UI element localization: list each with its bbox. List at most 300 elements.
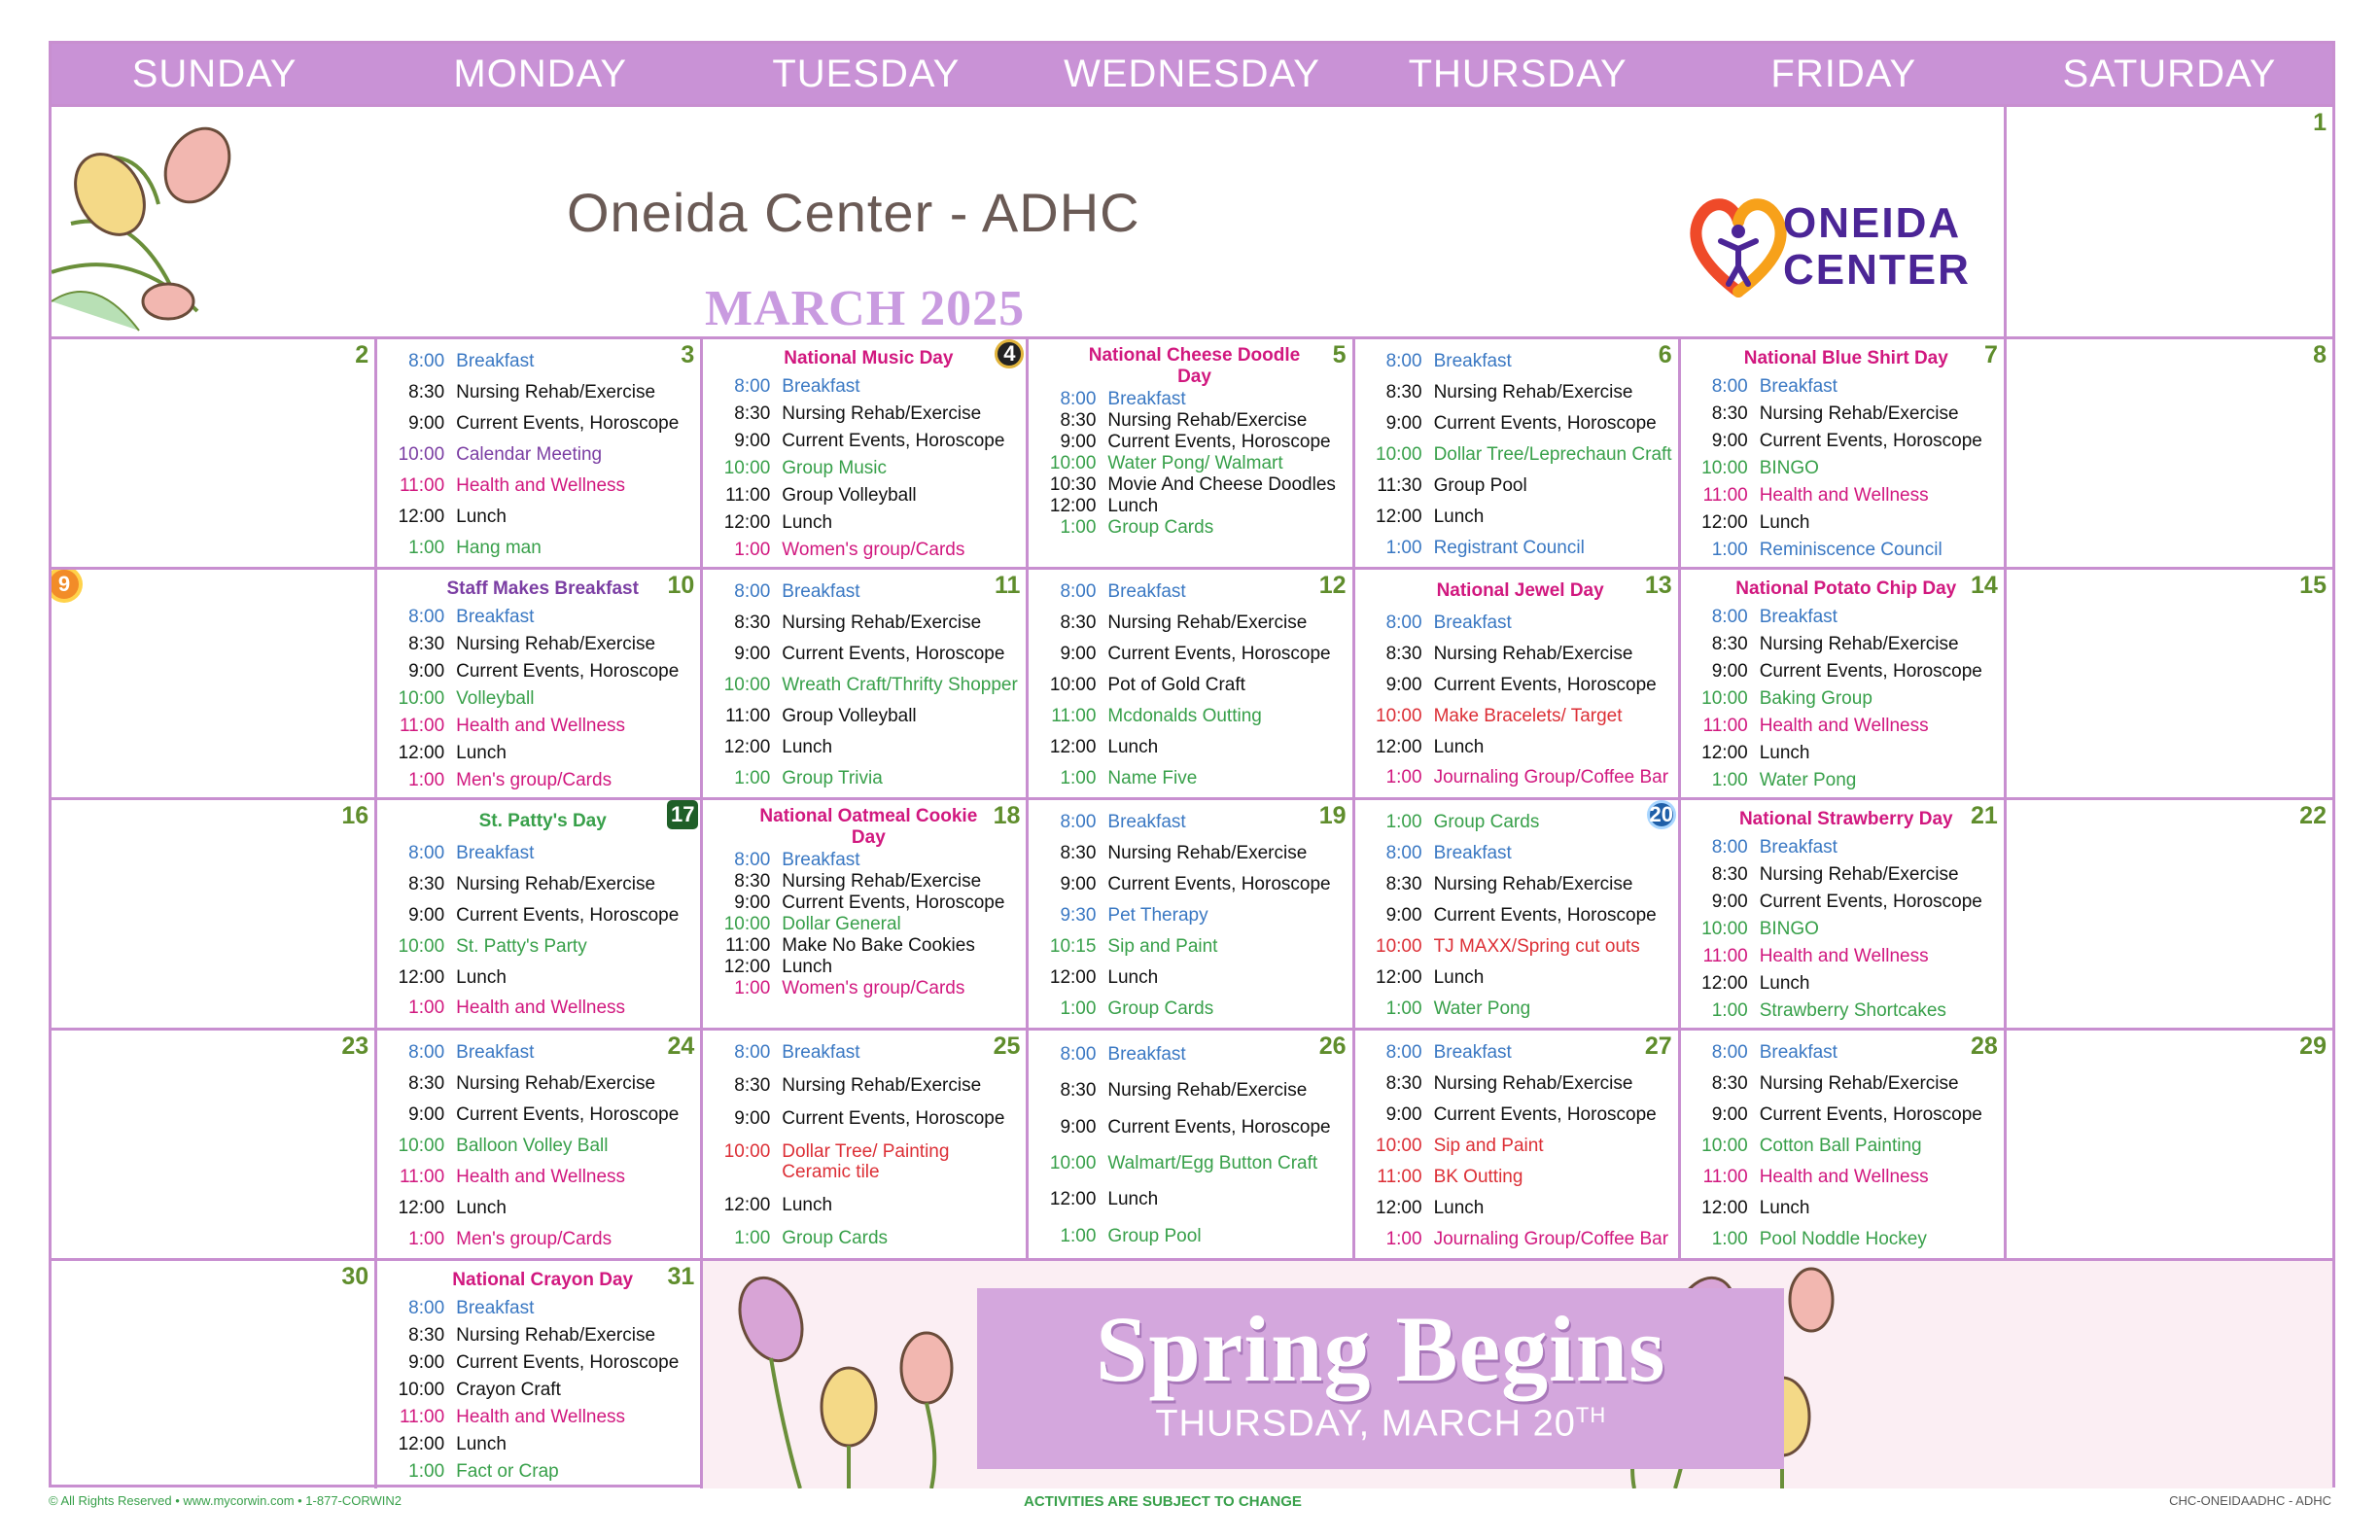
event-time: 8:00: [408, 607, 445, 628]
day-cell-8: [2007, 336, 2332, 567]
event-time: 11:00: [725, 484, 771, 506]
event-name: Health and Wellness: [456, 1406, 626, 1427]
event-item: [1369, 737, 1672, 757]
event-time: 11:00: [400, 715, 445, 736]
day-title: National Strawberry Day: [1738, 809, 1953, 830]
event-time: 12:00: [398, 506, 445, 527]
event-name: Fact or Crap: [456, 1460, 559, 1482]
event-name: Current Events, Horoscope: [782, 1108, 1005, 1130]
event-time: 12:00: [1049, 1189, 1097, 1210]
event-item: [391, 967, 694, 988]
day-title: National Cheese Doodle Day: [1088, 345, 1301, 387]
event-time: 12:00: [723, 511, 771, 533]
event-item: [717, 540, 1020, 560]
event-time: 9:00: [1060, 432, 1097, 452]
event-item: [1042, 874, 1346, 894]
event-name: Lunch: [782, 1194, 833, 1215]
day-cell-1: [2007, 104, 2332, 336]
event-item: [1369, 1136, 1672, 1156]
logo-line1: ONEIDA: [1783, 199, 1962, 247]
event-name: Lunch: [1759, 972, 1810, 994]
day-cell-27: [1355, 1028, 1681, 1258]
event-time: 11:00: [1702, 484, 1748, 506]
day-cell-24: [377, 1028, 703, 1258]
event-item: [1369, 1042, 1672, 1063]
event-item: [1042, 453, 1346, 473]
event-name: Group Music: [782, 457, 887, 478]
event-name: Current Events, Horoscope: [1759, 1103, 1982, 1125]
event-time: 10:00: [1701, 687, 1748, 709]
event-item: [717, 978, 1020, 998]
event-time: 11:00: [1377, 1166, 1422, 1187]
event-item: [391, 607, 694, 627]
event-time: 9:00: [408, 661, 445, 682]
event-time: 10:00: [723, 914, 771, 934]
event-name: Current Events, Horoscope: [1433, 1103, 1657, 1125]
event-time: 10:00: [723, 674, 771, 695]
event-name: Breakfast: [782, 376, 860, 398]
event-item: [1695, 458, 1998, 478]
event-time: 8:30: [408, 1072, 445, 1094]
event-name: Crayon Craft: [456, 1379, 561, 1400]
event-item: [1369, 767, 1672, 788]
event-item: [1042, 768, 1346, 788]
event-item: [391, 998, 694, 1018]
event-name: Nursing Rehab/Exercise: [1107, 410, 1308, 431]
event-name: Sip and Paint: [1107, 935, 1218, 957]
event-name: Nursing Rehab/Exercise: [1759, 1072, 1959, 1094]
event-item: [1695, 1042, 1998, 1063]
event-name: Lunch: [1433, 966, 1485, 988]
event-list: [1369, 576, 1672, 793]
event-item: [391, 475, 694, 496]
banner-date-suffix: TH: [1575, 1403, 1607, 1427]
event-item: [1695, 1167, 1998, 1187]
event-time: 8:30: [1060, 1080, 1097, 1102]
event-time: 8:30: [1385, 644, 1422, 665]
event-list: [1369, 345, 1672, 563]
event-name: Nursing Rehab/Exercise: [782, 1075, 982, 1097]
date-number: 11: [994, 572, 1021, 599]
event-item: [1369, 905, 1672, 926]
event-name: Breakfast: [1433, 842, 1512, 863]
date-number: 7: [1983, 341, 1998, 368]
event-name: Group Pool: [1433, 474, 1527, 496]
event-item: [717, 644, 1020, 664]
event-list: [1042, 576, 1346, 793]
event-item: [1695, 919, 1998, 939]
event-name: Nursing Rehab/Exercise: [456, 381, 656, 402]
event-time: 8:00: [1060, 580, 1097, 602]
event-item: [717, 1195, 1020, 1215]
event-time: 8:30: [1711, 403, 1748, 425]
event-time: 9:00: [734, 643, 771, 664]
event-list: [391, 1267, 694, 1485]
date-number: 19: [1318, 802, 1347, 829]
event-time: 8:30: [408, 634, 445, 655]
event-time: 8:30: [408, 874, 445, 895]
event-time: 11:00: [1702, 1166, 1748, 1187]
event-name: Nursing Rehab/Exercise: [1433, 1072, 1633, 1094]
event-item: [717, 1228, 1020, 1248]
event-time: 12:00: [723, 957, 771, 977]
event-name: Reminiscence Council: [1759, 539, 1942, 560]
event-time: 8:00: [1711, 1041, 1748, 1063]
event-item: [1695, 743, 1998, 763]
event-item: [391, 905, 694, 926]
event-item: [717, 403, 1020, 424]
event-time: 8:30: [1060, 842, 1097, 863]
event-time: 12:00: [1376, 1197, 1422, 1218]
date-number: 12: [1318, 572, 1347, 599]
event-name: Breakfast: [456, 1041, 535, 1063]
event-time: 8:30: [734, 1075, 771, 1097]
event-time: 1:00: [1385, 811, 1422, 832]
event-item: [391, 1352, 694, 1373]
day-cell-23: [52, 1028, 377, 1258]
event-item: [717, 1108, 1020, 1129]
event-name: Breakfast: [456, 350, 535, 371]
event-time: 11:00: [1702, 715, 1748, 736]
event-item: [391, 1229, 694, 1249]
date-number: 28: [1971, 1032, 1998, 1060]
event-list: [1369, 806, 1672, 1024]
date-number: 15: [2299, 572, 2327, 599]
day-cell-2: [52, 336, 377, 567]
date-number: 26: [1318, 1032, 1347, 1060]
event-item: [717, 431, 1020, 451]
center-name: Oneida Center - ADHC: [567, 182, 1140, 243]
event-time: 9:00: [734, 431, 771, 452]
event-item: [391, 351, 694, 371]
event-time: 1:00: [408, 1460, 445, 1482]
event-item: [391, 874, 694, 894]
event-time: 1:00: [408, 1228, 445, 1249]
event-item: [717, 458, 1020, 478]
event-list: [1042, 806, 1346, 1024]
event-name: Dollar Tree/Leprechaun Craft: [1433, 443, 1672, 465]
event-name: Lunch: [1107, 736, 1159, 757]
day-title: National Jewel Day: [1436, 580, 1604, 602]
event-time: 1:00: [1711, 1228, 1748, 1249]
event-item: [1042, 1044, 1346, 1065]
event-name: BINGO: [1759, 457, 1819, 478]
event-time: 9:00: [1711, 431, 1748, 452]
event-name: Nursing Rehab/Exercise: [1759, 634, 1959, 655]
event-name: Breakfast: [1107, 1044, 1186, 1066]
event-item: [1369, 475, 1672, 496]
spring-banner: [703, 1258, 2332, 1488]
event-item: [717, 1141, 1020, 1182]
event-item: [717, 768, 1020, 788]
event-name: Lunch: [1433, 1197, 1485, 1218]
event-time: 9:00: [1711, 661, 1748, 682]
date-badge: 4: [995, 339, 1024, 368]
event-name: Journaling Group/Coffee Bar: [1433, 767, 1669, 788]
event-time: 8:00: [1385, 612, 1422, 634]
date-number: 14: [1971, 572, 1998, 599]
event-name: Current Events, Horoscope: [456, 661, 680, 682]
date-number: 13: [1644, 572, 1672, 599]
event-time: 1:00: [408, 998, 445, 1019]
event-name: Dollar General: [782, 914, 901, 934]
day-title: National Oatmeal Cookie Day: [759, 806, 978, 848]
date-number: 30: [341, 1263, 369, 1290]
event-name: Lunch: [1759, 742, 1810, 763]
event-time: 8:00: [408, 1298, 445, 1319]
event-item: [717, 706, 1020, 726]
date-number: 29: [2299, 1032, 2327, 1060]
event-name: Wreath Craft/Thrifty Shopper: [782, 674, 1018, 695]
dow-sunday: SUNDAY: [52, 44, 377, 104]
event-list: [1695, 806, 1998, 1024]
event-time: 8:30: [1711, 634, 1748, 655]
event-name: Current Events, Horoscope: [1433, 904, 1657, 926]
event-name: Lunch: [782, 511, 833, 533]
event-name: Men's group/Cards: [456, 1228, 612, 1249]
event-name: Group Volleyball: [782, 484, 917, 506]
event-name: Breakfast: [1433, 612, 1512, 634]
event-name: Current Events, Horoscope: [1759, 892, 1982, 913]
event-item: [1042, 496, 1346, 516]
event-list: [1695, 345, 1998, 563]
event-time: 8:00: [1060, 811, 1097, 832]
event-time: 12:00: [1376, 966, 1422, 988]
event-item: [1042, 737, 1346, 757]
event-time: 9:00: [1385, 412, 1422, 434]
event-time: 8:00: [1711, 376, 1748, 398]
event-time: 1:00: [1060, 517, 1097, 538]
event-name: Nursing Rehab/Exercise: [1433, 644, 1633, 665]
date-badge: 9: [52, 570, 79, 599]
event-item: [1695, 864, 1998, 885]
event-time: 8:00: [408, 1041, 445, 1063]
day-cell-28: [1681, 1028, 2007, 1258]
day-cell-26: [1029, 1028, 1354, 1258]
event-item: [1695, 688, 1998, 709]
event-time: 8:00: [734, 376, 771, 398]
date-number: 31: [667, 1263, 695, 1290]
event-time: 10:00: [723, 457, 771, 478]
event-name: Group Cards: [1107, 998, 1214, 1019]
event-item: [1695, 403, 1998, 424]
event-name: Group Cards: [782, 1227, 889, 1248]
event-name: Sip and Paint: [1433, 1135, 1544, 1156]
event-name: Current Events, Horoscope: [456, 1352, 680, 1374]
event-name: Nursing Rehab/Exercise: [456, 634, 656, 655]
event-time: 9:00: [408, 1103, 445, 1125]
event-time: 8:00: [1711, 837, 1748, 858]
event-time: 12:00: [398, 742, 445, 763]
event-item: [391, 1325, 694, 1346]
event-name: Breakfast: [1759, 837, 1838, 858]
event-item: [1042, 706, 1346, 726]
event-list: [391, 1036, 694, 1254]
day-cell-17: [377, 797, 703, 1028]
event-item: [717, 871, 1020, 892]
event-name: Nursing Rehab/Exercise: [1107, 612, 1308, 633]
logo-line2: CENTER: [1783, 246, 1971, 294]
event-name: Group Pool: [1107, 1225, 1202, 1246]
event-time: 8:30: [1385, 381, 1422, 402]
day-title: Staff Makes Breakfast: [446, 578, 639, 600]
event-item: [391, 1380, 694, 1400]
calendar-header: [52, 104, 2007, 336]
event-time: 9:00: [734, 892, 771, 913]
heart-person-icon: [1690, 194, 1787, 301]
event-name: Baking Group: [1759, 687, 1872, 709]
date-number: 22: [2299, 802, 2327, 829]
event-time: 10:00: [1701, 457, 1748, 478]
day-cell-21: [1681, 797, 2007, 1028]
event-item: [1369, 998, 1672, 1019]
event-item: [1695, 1136, 1998, 1156]
event-item: [717, 612, 1020, 633]
event-name: Nursing Rehab/Exercise: [1759, 403, 1959, 425]
event-time: 9:00: [408, 1352, 445, 1374]
event-name: Movie And Cheese Doodles: [1107, 474, 1336, 495]
event-item: [1695, 1000, 1998, 1021]
event-name: Health and Wellness: [456, 474, 626, 496]
event-item: [717, 675, 1020, 695]
event-item: [1695, 376, 1998, 397]
event-item: [1042, 389, 1346, 409]
event-time: 8:30: [408, 381, 445, 402]
event-item: [1042, 967, 1346, 988]
event-time: 10:00: [1376, 1135, 1422, 1156]
footer-code: CHC-ONEIDAADHC - ADHC: [2169, 1493, 2331, 1508]
event-name: Current Events, Horoscope: [1107, 1116, 1331, 1138]
event-name: Water Pong: [1759, 769, 1857, 790]
event-name: Group Cards: [1433, 811, 1540, 832]
event-name: Current Events, Horoscope: [1107, 873, 1331, 894]
event-time: 10:00: [1701, 1135, 1748, 1156]
event-time: 10:00: [1376, 935, 1422, 957]
dow-wednesday: WEDNESDAY: [1029, 44, 1354, 104]
event-name: Current Events, Horoscope: [1433, 412, 1657, 434]
event-time: 9:30: [1060, 904, 1097, 926]
event-time: 8:30: [1711, 864, 1748, 886]
event-list: [1042, 1036, 1346, 1254]
date-number: 5: [1332, 341, 1347, 368]
event-name: Health and Wellness: [1759, 484, 1929, 506]
event-time: 10:00: [1049, 674, 1097, 695]
event-name: Pet Therapy: [1107, 904, 1208, 926]
event-name: Breakfast: [1107, 811, 1186, 832]
event-time: 1:00: [408, 769, 445, 790]
event-name: Health and Wellness: [1759, 1166, 1929, 1187]
event-name: Lunch: [1759, 511, 1810, 533]
event-time: 10:00: [398, 935, 445, 957]
event-name: Make Bracelets/ Target: [1433, 705, 1623, 726]
event-name: Breakfast: [782, 580, 860, 602]
event-time: 9:00: [1060, 643, 1097, 664]
event-name: Health and Wellness: [1759, 715, 1929, 736]
event-time: 9:00: [1711, 1103, 1748, 1125]
event-name: Lunch: [1107, 966, 1159, 988]
event-item: [1369, 612, 1672, 633]
event-item: [1369, 507, 1672, 527]
event-name: Current Events, Horoscope: [1107, 432, 1331, 452]
logo-text: [1783, 200, 1971, 294]
day-title: St. Patty's Day: [478, 811, 607, 832]
oneida-center-logo: [1690, 194, 2001, 311]
event-item: [1042, 812, 1346, 832]
event-time: 1:00: [1385, 767, 1422, 788]
event-time: 1:00: [1060, 1225, 1097, 1246]
event-item: [1369, 967, 1672, 988]
event-time: 8:30: [734, 403, 771, 425]
event-item: [391, 1434, 694, 1454]
event-name: Group Trivia: [782, 767, 883, 788]
event-list: [717, 806, 1020, 1024]
event-time: 8:00: [1060, 389, 1097, 409]
event-item: [1042, 432, 1346, 452]
day-cell-30: [52, 1258, 377, 1488]
event-item: [717, 376, 1020, 397]
event-name: Breakfast: [456, 1298, 535, 1319]
event-item: [1369, 706, 1672, 726]
event-item: [391, 538, 694, 558]
event-time: 8:00: [734, 850, 771, 870]
event-name: Nursing Rehab/Exercise: [1433, 381, 1633, 402]
day-cell-29: [2007, 1028, 2332, 1258]
event-time: 1:00: [1711, 539, 1748, 560]
event-name: Lunch: [456, 1197, 507, 1218]
date-number: 3: [681, 341, 695, 368]
event-time: 12:00: [1701, 1197, 1748, 1218]
event-item: [1695, 1104, 1998, 1125]
event-name: Nursing Rehab/Exercise: [456, 1072, 656, 1094]
day-cell-16: [52, 797, 377, 1028]
event-time: 8:30: [408, 1325, 445, 1347]
event-name: Health and Wellness: [456, 998, 626, 1019]
day-cell-14: [1681, 567, 2007, 797]
event-name: Current Events, Horoscope: [1107, 643, 1331, 664]
event-item: [1695, 1198, 1998, 1218]
dow-friday: FRIDAY: [1681, 44, 2007, 104]
dow-tuesday: TUESDAY: [703, 44, 1029, 104]
event-time: 8:00: [1385, 1041, 1422, 1063]
date-number: 27: [1644, 1032, 1672, 1060]
event-time: 11:00: [725, 935, 771, 956]
event-time: 9:00: [1060, 1116, 1097, 1138]
event-time: 1:00: [408, 537, 445, 558]
event-time: 10:00: [1049, 453, 1097, 473]
event-time: 8:30: [1711, 1072, 1748, 1094]
event-list: [717, 345, 1020, 563]
event-time: 8:30: [1060, 612, 1097, 633]
event-item: [391, 1073, 694, 1094]
event-item: [1042, 517, 1346, 538]
event-name: Group Cards: [1107, 517, 1214, 538]
event-time: 9:00: [408, 904, 445, 926]
event-name: Water Pong/ Walmart: [1107, 453, 1283, 473]
day-cell-13: [1355, 567, 1681, 797]
event-name: Lunch: [456, 966, 507, 988]
event-time: 12:00: [398, 966, 445, 988]
event-item: [1369, 413, 1672, 434]
day-cell-9: [52, 567, 377, 797]
banner-title: Spring Begins: [1096, 1297, 1666, 1401]
event-time: 12:00: [1049, 736, 1097, 757]
event-list: [1369, 1036, 1672, 1254]
event-list: [1695, 576, 1998, 793]
event-item: [1369, 1073, 1672, 1094]
event-name: Nursing Rehab/Exercise: [1433, 873, 1633, 894]
date-number: 8: [2313, 341, 2327, 368]
event-name: Lunch: [1107, 496, 1159, 516]
